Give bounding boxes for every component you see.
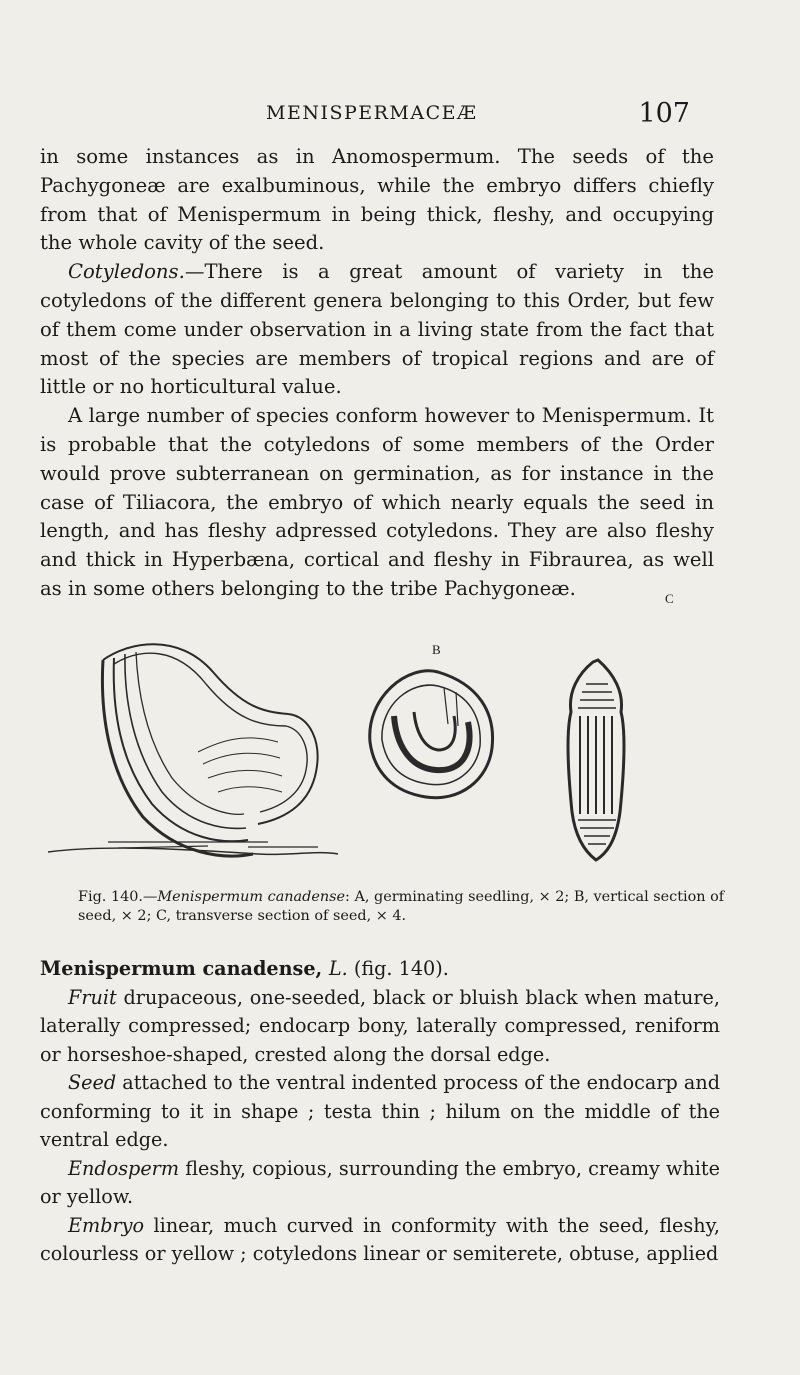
species-name: Menispermum canadense,: [40, 957, 329, 980]
seed-section-drawing-b: [370, 671, 493, 798]
paragraph-embryo: [40, 1212, 720, 1269]
fruit-text: drupaceous, one-seeded, black or bluish black when mature, laterally compressed; endocarp bony, laterally compressed, reniform or horseshoe-shaped, crested along the dorsal edge.: [40, 985, 720, 1066]
seedling-drawing-a: [48, 644, 338, 856]
figure-caption: [78, 888, 738, 926]
paragraph-endosperm: [40, 1155, 720, 1212]
running-head: [0, 98, 800, 132]
running-title: MENISPERMACEÆ: [266, 102, 478, 124]
cotyledons-heading: Cotyledons.: [68, 260, 185, 284]
caption-text: : A, germinating seedling, × 2; B, vertical section of seed, × 2; C, transverse section of seed, × 4.: [78, 889, 725, 924]
endosperm-heading: Endosperm: [68, 1156, 180, 1180]
seed-section-drawing-c: [568, 660, 624, 860]
seed-heading: Seed: [68, 1071, 117, 1094]
figure-140: [48, 592, 688, 892]
paragraph-species-conform: A large number of species conform however to Menispermum. It is probable that the cotyledons of some members of the Order would prove subterranean on germination, as for instance in the case of Tiliacora, the embryo of which nearly equals the seed in length, and has fleshy adpressed cotyledons. They are also fleshy and thick in Hyperbæna, cortical and fleshy in Fibraurea, as well as in some others belonging to the tribe Pachygoneæ.: [40, 404, 714, 600]
embryo-heading: Embryo: [68, 1213, 145, 1237]
page-number: 107: [638, 98, 690, 129]
paragraph-cotyledons: [40, 258, 714, 402]
cotyledons-text: —There is a great amount of variety in the cotyledons of the different genera belonging to this Order, but few of them come under observation in a living state from the fact that most of the species are members of tropical regions and are of little or no horticultural value.: [40, 260, 714, 399]
body-text-lower: [40, 955, 720, 1269]
paragraph-seed: [40, 1069, 720, 1155]
species-heading: [40, 955, 720, 984]
endosperm-text: fleshy, copious, surrounding the embryo, creamy white or yellow.: [40, 1156, 720, 1208]
body-text-upper: [40, 143, 714, 604]
figure-label-c: C: [665, 592, 674, 606]
seed-text: attached to the ventral indented process of the endocarp and conforming to it in shape ; testa thin ; hilum on the middle of the ventral edge.: [40, 1071, 720, 1151]
species-author: L.: [328, 957, 348, 980]
paragraph-fruit: [40, 984, 720, 1070]
caption-fig-number: Fig. 140.: [78, 889, 143, 905]
figure-label-b: B: [432, 642, 441, 657]
species-ref: (fig. 140).: [347, 957, 449, 980]
figure-illustration: [48, 592, 688, 892]
embryo-text: linear, much curved in conformity with the seed, fleshy, colourless or yellow ; cotyledons linear or semiterete, obtuse, applied: [40, 1213, 720, 1265]
paragraph-seeds: in some instances as in Anomospermum. The seeds of the Pachygoneæ are exalbuminous, while the embryo differs chiefly from that of Menispermum in being thick, fleshy, and occupying the whole cavity of the seed.: [40, 145, 714, 255]
caption-species: —Menispermum canadense: [143, 889, 346, 905]
fruit-heading: Fruit: [68, 985, 117, 1009]
